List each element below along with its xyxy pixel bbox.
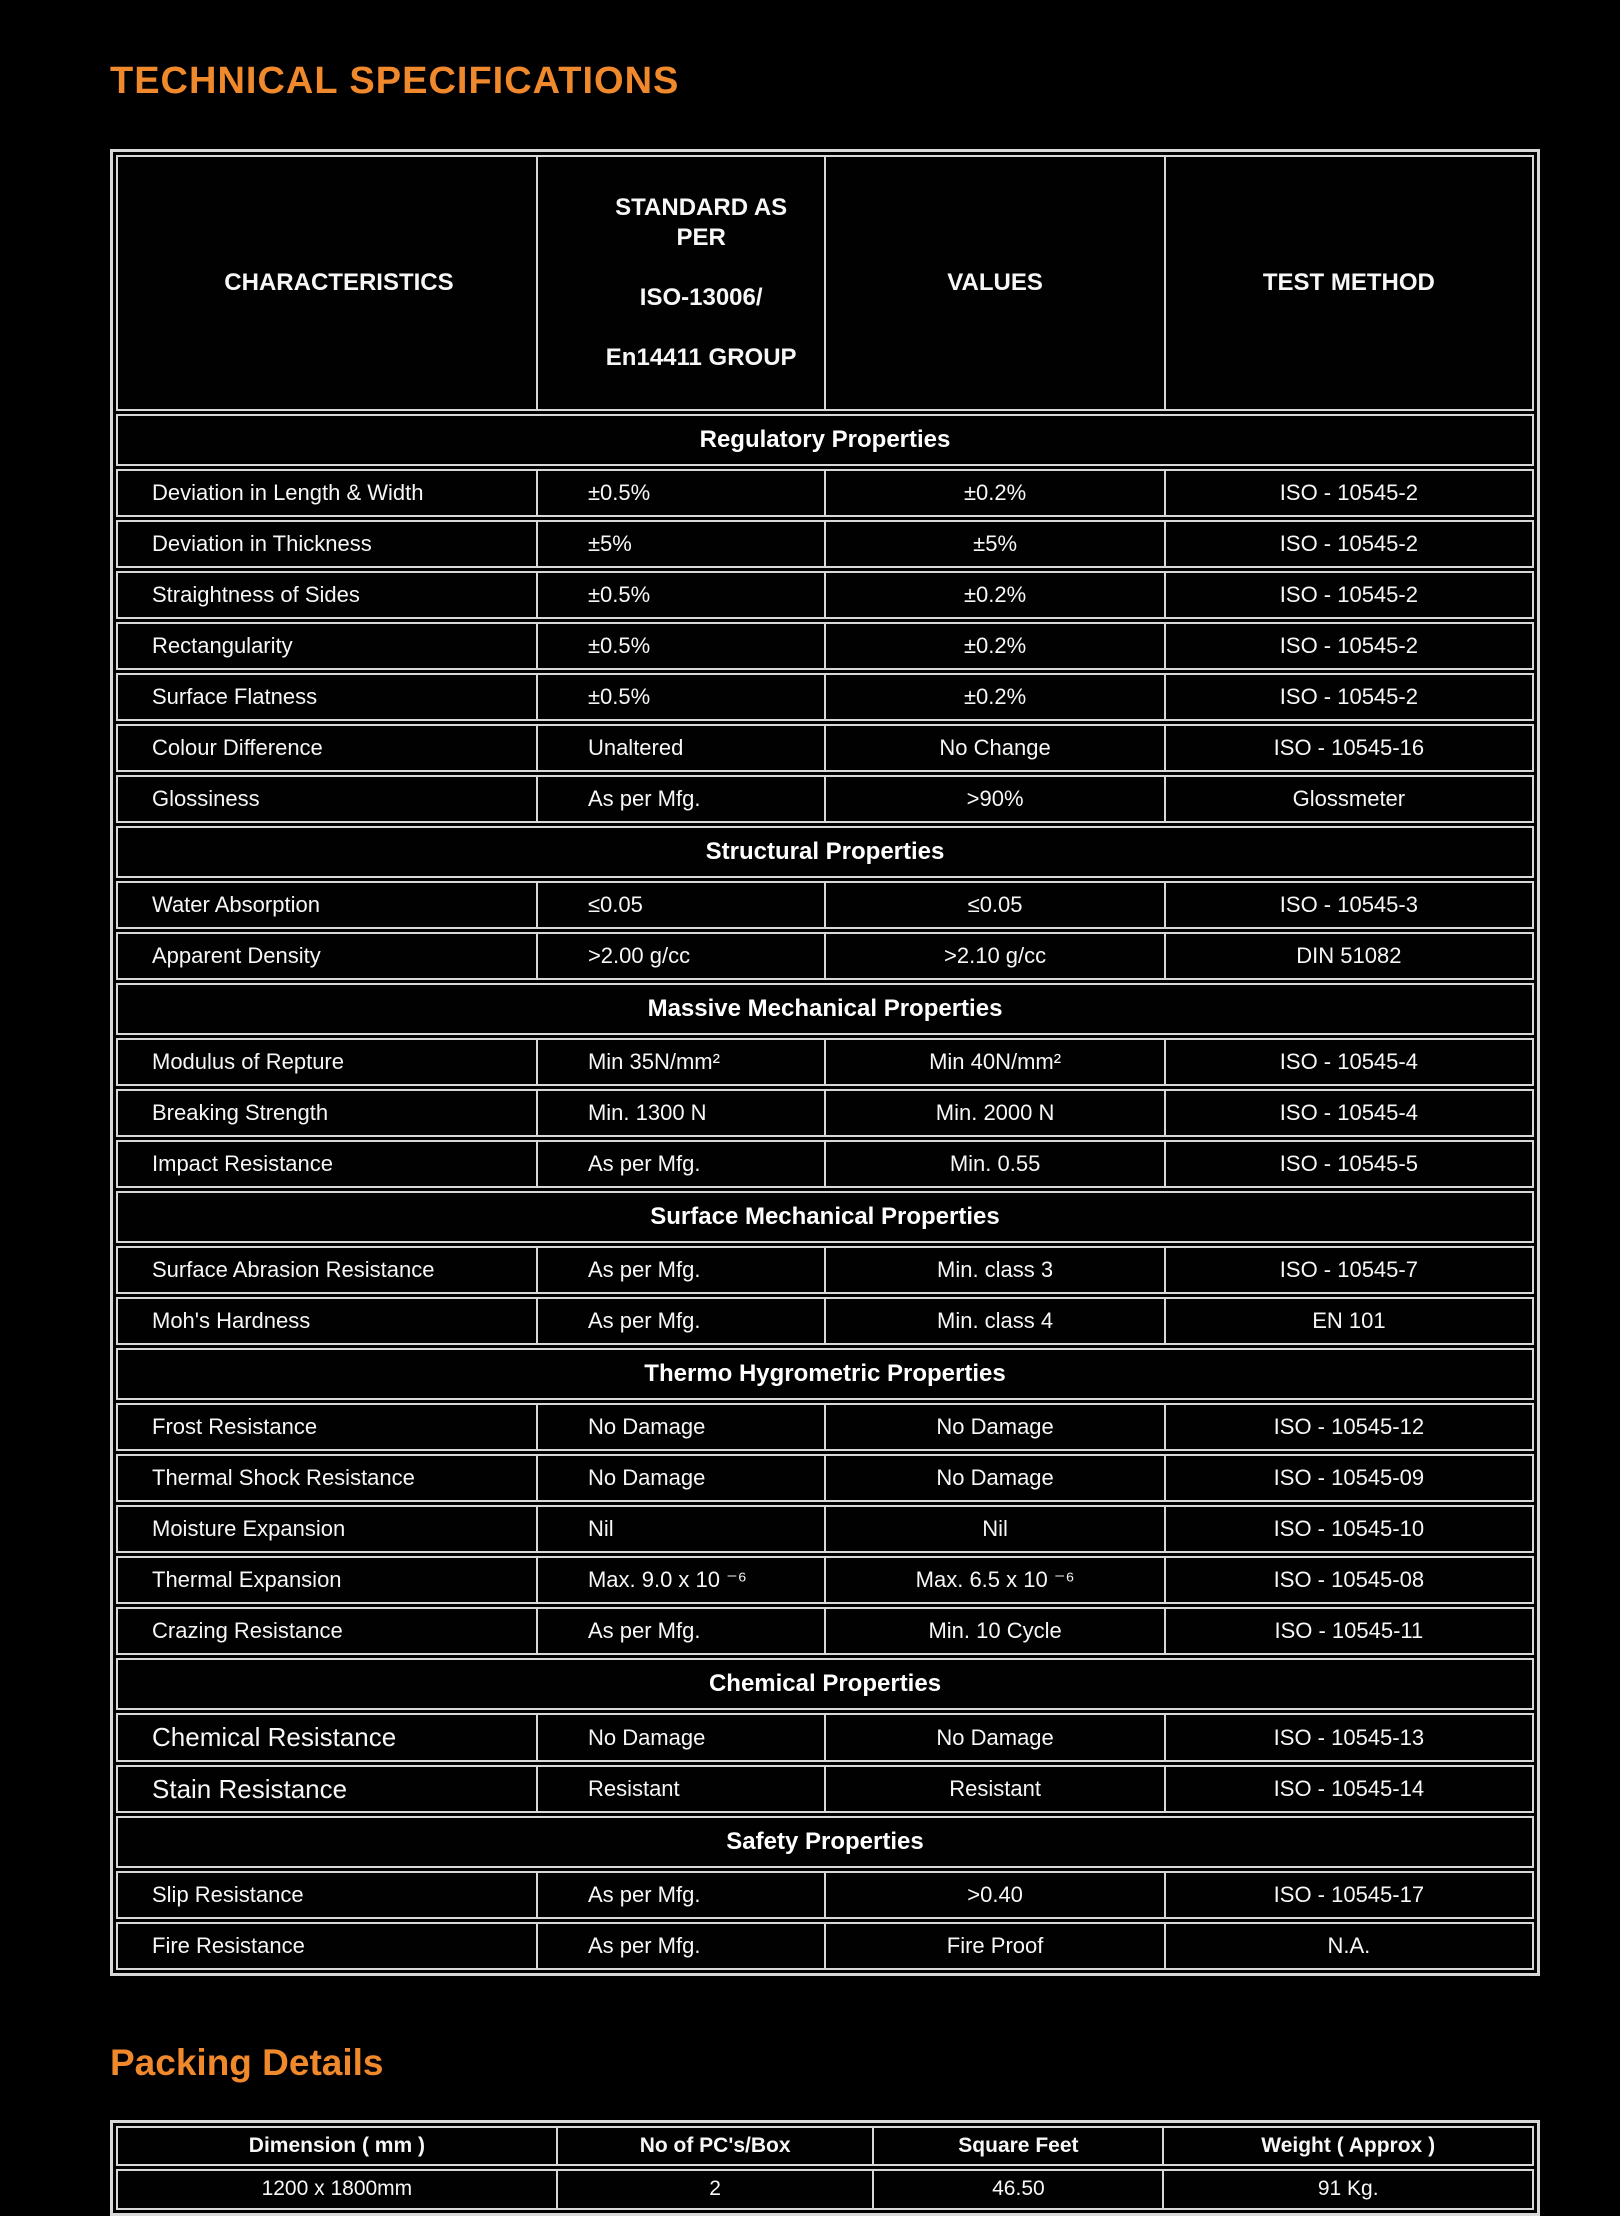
value-cell: Max. 6.5 x 10 ⁻⁶ [826, 1558, 1165, 1602]
characteristic-cell: Apparent Density [118, 934, 538, 978]
standard-cell: No Damage [538, 1715, 826, 1760]
spec-row [116, 1403, 1534, 1451]
col-header-standard-line3: En14411 GROUP [605, 344, 797, 371]
characteristic-cell: Breaking Strength [118, 1091, 538, 1135]
spec-row [116, 1871, 1534, 1919]
packing-col-weight: Weight ( Approx ) [1261, 2134, 1436, 2157]
packing-col-dimension: Dimension ( mm ) [118, 2128, 558, 2164]
packing-col-square-feet: Square Feet [874, 2128, 1164, 2164]
standard-cell: Min. 1300 N [538, 1091, 826, 1135]
standard-cell: As per Mfg. [538, 1873, 826, 1917]
spec-row [116, 1922, 1534, 1970]
test-method-cell: ISO - 10545-2 [1279, 582, 1418, 608]
characteristic-cell: Fire Resistance [118, 1924, 538, 1968]
packing-value-dimension: 1200 x 1800mm [118, 2171, 558, 2207]
standard-cell: Nil [538, 1507, 826, 1551]
characteristic-cell: Impact Resistance [118, 1142, 538, 1186]
value-cell: ±0.2% [826, 675, 1165, 719]
value-cell: No Damage [826, 1405, 1165, 1449]
test-method-cell: ISO - 10545-4 [1279, 1049, 1418, 1075]
test-method-cell: ISO - 10545-14 [1273, 1776, 1425, 1801]
spec-table [110, 149, 1540, 1976]
characteristic-cell: Chemical Resistance [118, 1715, 538, 1760]
characteristic-cell: Modulus of Repture [118, 1040, 538, 1084]
section-header: Safety Properties [116, 1816, 1534, 1868]
spec-row [116, 1140, 1534, 1188]
characteristic-cell: Straightness of Sides [118, 573, 538, 617]
spec-row [116, 469, 1534, 517]
characteristic-cell: Moh's Hardness [118, 1299, 538, 1343]
test-method-cell: ISO - 10545-3 [1279, 892, 1418, 918]
value-cell: No Change [826, 726, 1165, 770]
spec-table-body [116, 414, 1534, 1970]
section-header: Surface Mechanical Properties [116, 1191, 1534, 1243]
col-header-values: VALUES [826, 157, 1165, 409]
standard-cell: As per Mfg. [538, 1609, 826, 1653]
value-cell: ≤0.05 [826, 883, 1165, 927]
col-header-characteristics: CHARACTERISTICS [118, 157, 538, 409]
test-method-cell: ISO - 10545-4 [1279, 1100, 1418, 1126]
value-cell: Nil [826, 1507, 1165, 1551]
value-cell: ±0.2% [826, 471, 1165, 515]
standard-cell: ±0.5% [538, 675, 826, 719]
value-cell: No Damage [826, 1715, 1165, 1760]
characteristic-cell: Moisture Expansion [118, 1507, 538, 1551]
test-method-cell: ISO - 10545-2 [1279, 531, 1418, 557]
spec-row [116, 1505, 1534, 1553]
spec-row [116, 1246, 1534, 1294]
page-title: TECHNICAL SPECIFICATIONS [110, 60, 680, 102]
standard-cell: ≤0.05 [538, 883, 826, 927]
value-cell: ±0.2% [826, 573, 1165, 617]
test-method-cell: ISO - 10545-10 [1273, 1516, 1425, 1542]
spec-row [116, 571, 1534, 619]
section-header: Chemical Properties [116, 1658, 1534, 1710]
standard-cell: Min 35N/mm² [538, 1040, 826, 1084]
test-method-cell: ISO - 10545-17 [1273, 1882, 1425, 1908]
test-method-cell: ISO - 10545-13 [1273, 1724, 1425, 1750]
test-method-cell: DIN 51082 [1296, 943, 1402, 969]
value-cell: Resistant [826, 1767, 1165, 1812]
spec-row [116, 520, 1534, 568]
packing-table [110, 2120, 1540, 2216]
test-method-cell: ISO - 10545-2 [1279, 480, 1418, 506]
value-cell: >0.40 [826, 1873, 1165, 1917]
section-header: Thermo Hygrometric Properties [116, 1348, 1534, 1400]
characteristic-cell: Deviation in Length & Width [118, 471, 538, 515]
test-method-cell: ISO - 10545-16 [1273, 735, 1425, 761]
test-method-cell: ISO - 10545-09 [1273, 1465, 1425, 1491]
standard-cell: As per Mfg. [538, 777, 826, 821]
test-method-cell: Glossmeter [1292, 786, 1406, 812]
spec-row [116, 881, 1534, 929]
test-method-cell: ISO - 10545-2 [1279, 684, 1418, 710]
test-method-cell: N.A. [1327, 1933, 1371, 1959]
test-method-cell: ISO - 10545-11 [1274, 1618, 1424, 1644]
col-header-standard [538, 157, 826, 409]
spec-row [116, 1556, 1534, 1604]
characteristic-cell: Thermal Shock Resistance [118, 1456, 538, 1500]
value-cell: >90% [826, 777, 1165, 821]
characteristic-cell: Colour Difference [118, 726, 538, 770]
col-header-standard-line2: ISO-13006/ [639, 284, 763, 311]
characteristic-cell: Surface Flatness [118, 675, 538, 719]
packing-value-pcs-box: 2 [558, 2171, 875, 2207]
spec-row [116, 724, 1534, 772]
spec-row [116, 673, 1534, 721]
value-cell: Min 40N/mm² [826, 1040, 1165, 1084]
packing-title: Packing Details [110, 2042, 384, 2083]
characteristic-cell: Thermal Expansion [118, 1558, 538, 1602]
characteristic-cell: Surface Abrasion Resistance [118, 1248, 538, 1292]
section-header: Regulatory Properties [116, 414, 1534, 466]
test-method-cell: ISO - 10545-5 [1279, 1151, 1418, 1177]
standard-cell: No Damage [538, 1405, 826, 1449]
packing-col-pcs-box: No of PC's/Box [558, 2128, 875, 2164]
value-cell: Min. class 3 [826, 1248, 1165, 1292]
value-cell: Min. 0.55 [826, 1142, 1165, 1186]
packing-header-row [116, 2126, 1534, 2166]
packing-value-square-feet: 46.50 [874, 2171, 1164, 2207]
test-method-cell: ISO - 10545-7 [1279, 1257, 1418, 1283]
packing-value-row [116, 2169, 1534, 2209]
spec-row [116, 1454, 1534, 1502]
characteristic-cell: Deviation in Thickness [118, 522, 538, 566]
characteristic-cell: Crazing Resistance [118, 1609, 538, 1653]
spec-row [116, 1038, 1534, 1086]
col-header-standard-line1: STANDARD AS PER [615, 194, 788, 251]
standard-cell: Unaltered [538, 726, 826, 770]
test-method-cell: ISO - 10545-08 [1273, 1567, 1425, 1593]
standard-cell: As per Mfg. [538, 1142, 826, 1186]
spec-row [116, 1607, 1534, 1655]
value-cell: ±5% [826, 522, 1165, 566]
test-method-cell: EN 101 [1312, 1308, 1386, 1334]
standard-cell: As per Mfg. [538, 1299, 826, 1343]
characteristic-cell: Glossiness [118, 777, 538, 821]
standard-cell: ±5% [538, 522, 826, 566]
section-header: Structural Properties [116, 826, 1534, 878]
spec-row [116, 1713, 1534, 1762]
characteristic-cell: Frost Resistance [118, 1405, 538, 1449]
spec-row [116, 622, 1534, 670]
test-method-cell: ISO - 10545-2 [1279, 633, 1418, 659]
standard-cell: ±0.5% [538, 471, 826, 515]
characteristic-cell: Water Absorption [118, 883, 538, 927]
value-cell: ±0.2% [826, 624, 1165, 668]
spec-row [116, 1089, 1534, 1137]
characteristic-cell: Rectangularity [118, 624, 538, 668]
standard-cell: Resistant [538, 1767, 826, 1812]
section-header: Massive Mechanical Properties [116, 983, 1534, 1035]
spec-row [116, 932, 1534, 980]
standard-cell: As per Mfg. [538, 1248, 826, 1292]
value-cell: Min. class 4 [826, 1299, 1165, 1343]
spec-row [116, 1765, 1534, 1814]
value-cell: >2.10 g/cc [826, 934, 1165, 978]
standard-cell: Max. 9.0 x 10 ⁻⁶ [538, 1558, 826, 1602]
spec-table-header-row [116, 155, 1534, 411]
packing-value-weight: 91 Kg. [1317, 2177, 1379, 2201]
standard-cell: ±0.5% [538, 624, 826, 668]
standard-cell: No Damage [538, 1456, 826, 1500]
spec-row [116, 775, 1534, 823]
characteristic-cell: Slip Resistance [118, 1873, 538, 1917]
characteristic-cell: Stain Resistance [118, 1767, 538, 1812]
value-cell: Min. 10 Cycle [826, 1609, 1165, 1653]
value-cell: No Damage [826, 1456, 1165, 1500]
standard-cell: As per Mfg. [538, 1924, 826, 1968]
test-method-cell: ISO - 10545-12 [1273, 1414, 1425, 1440]
col-header-test-method: TEST METHOD [1262, 269, 1435, 296]
value-cell: Fire Proof [826, 1924, 1165, 1968]
standard-cell: >2.00 g/cc [538, 934, 826, 978]
standard-cell: ±0.5% [538, 573, 826, 617]
spec-row [116, 1297, 1534, 1345]
value-cell: Min. 2000 N [826, 1091, 1165, 1135]
